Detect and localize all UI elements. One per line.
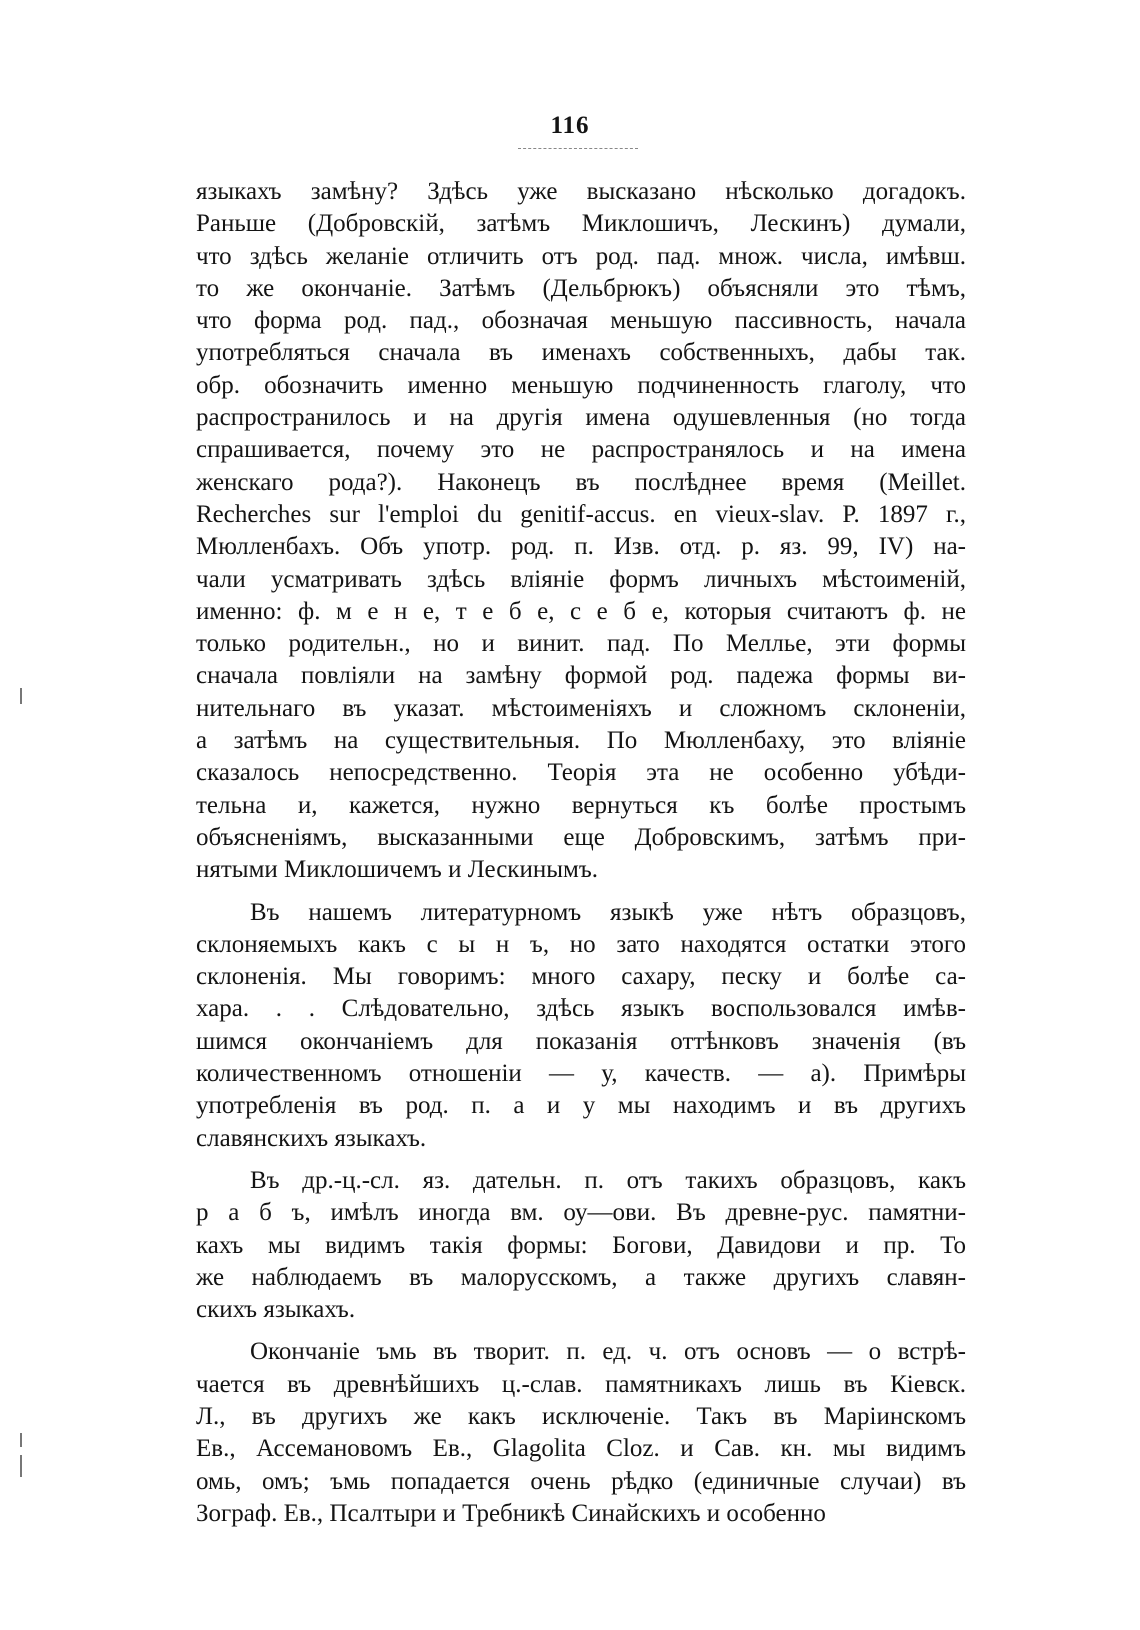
scan-margin-mark [20, 688, 22, 704]
text-line: то же окончаніе. Затѣмъ (Дельбрюкъ) объясняли это тѣмъ, [196, 274, 966, 302]
text-line: нительнаго въ указат. мѣстоименіяхъ и сложномъ склоненіи, [196, 694, 966, 722]
scan-margin-mark [20, 1433, 22, 1447]
text-line: Въ др.-ц.-сл. яз. дательн. п. отъ такихъ образцовъ, какъ [250, 1166, 966, 1194]
text-line: женскаго рода?). Наконецъ въ послѣднее время (Meillet. [196, 468, 966, 496]
text-line: хара. . . Слѣдовательно, здѣсь языкъ воспользовался имѣв- [196, 995, 966, 1023]
text-line: употребляться сначала въ именахъ собственныхъ, дабы так. [196, 339, 966, 367]
text-line: же наблюдаемъ въ малорусскомъ, а также другихъ славян- [196, 1263, 966, 1291]
paragraph [196, 1165, 966, 1326]
paragraph-gap [196, 1155, 966, 1165]
body-text [196, 176, 966, 1530]
text-line: омь, омъ; ъмь попадается очень рѣдко (единичные случаи) въ [196, 1467, 966, 1495]
text-line: Зограф. Ев., Псалтыри и Требникѣ Синайскихъ и особенно [196, 1499, 826, 1527]
paragraph [196, 176, 966, 887]
text-line: Л., въ другихъ же какъ исключеніе. Такъ въ Маріинскомъ [196, 1402, 966, 1430]
text-line: чается въ древнѣйшихъ ц.-слав. памятникахъ лишь въ Кіевск. [196, 1370, 966, 1398]
paragraph-gap [196, 1326, 966, 1336]
text-line: только родительн., но и винит. пад. По Меллье, эти формы [196, 630, 966, 658]
text-line: употребленія въ род. п. а и у мы находимъ и въ другихъ [196, 1092, 966, 1120]
text-line: Ев., Ассемановомъ Ев., Glagolita Cloz. и Сав. кн. мы видимъ [196, 1435, 966, 1463]
text-line: а затѣмъ на существительныя. По Мюлленбаху, это вліяніе [196, 727, 966, 755]
text-line: Въ нашемъ литературномъ языкѣ уже нѣтъ образцовъ, [250, 898, 966, 926]
text-line: распространилось и на другія имена одушевленныя (но тогда [196, 404, 966, 432]
page-number: 116 [550, 112, 590, 139]
text-line: что здѣсь желаніе отличить отъ род. пад. множ. числа, имѣвш. [196, 242, 966, 270]
text-line: славянскихъ языкахъ. [196, 1124, 427, 1152]
text-line: склоняемыхъ какъ с ы н ъ, но зато находятся остатки этого [196, 930, 966, 958]
text-line: сначала повліяли на замѣну формой род. падежа формы ви- [196, 662, 966, 690]
text-line: чали усматривать здѣсь вліяніе формъ личныхъ мѣстоименій, [196, 565, 966, 593]
header-rule [518, 148, 638, 149]
text-line: языкахъ замѣну? Здѣсь уже высказано нѣсколько догадокъ. [196, 178, 966, 205]
text-line: спрашивается, почему это не распространялось и на имена [196, 436, 966, 464]
text-line: тельна и, кажется, нужно вернуться къ болѣе простымъ [196, 791, 966, 819]
text-line: что форма род. пад., обозначая меньшую пассивность, начала [196, 307, 966, 335]
text-line: Окончаніе ъмь въ творит. п. ед. ч. отъ основъ — о встрѣ- [250, 1338, 966, 1366]
scan-margin-mark [20, 1455, 22, 1477]
text-line: Раньше (Добровскій, затѣмъ Миклошичъ, Лескинъ) думали, [196, 210, 966, 238]
text-line: количественномъ отношеніи — у, качеств. — а). Примѣры [196, 1060, 966, 1088]
text-line: Мюлленбахъ. Объ употр. род. п. Изв. отд. р. яз. 99, IV) на- [196, 533, 966, 561]
text-line: объясненіямъ, высказанными еще Добровскимъ, затѣмъ при- [196, 823, 966, 851]
text-line: шимся окончаніемъ для показанія оттѣнковъ значенія (въ [196, 1027, 966, 1055]
text-line: обр. обозначить именно меньшую подчиненность глаголу, что [196, 371, 966, 399]
paragraph [196, 897, 966, 1155]
text-line: скихъ языкахъ. [196, 1296, 356, 1324]
text-line: сказалось непосредственно. Теорія эта не особенно убѣди- [196, 759, 966, 787]
text-line: кахъ мы видимъ такія формы: Богови, Давидови и пр. То [196, 1231, 966, 1259]
text-line: склоненія. Мы говоримъ: много сахару, песку и болѣе са- [196, 963, 966, 991]
text-line: именно: ф. м е н е, т е б е, с е б е, которыя считаютъ ф. не [196, 597, 966, 625]
text-line: Recherches sur l'emploi du genitif-accus. en vieux-slav. P. 1897 г., [196, 500, 966, 528]
paragraph-gap [196, 887, 966, 897]
text-line: р а б ъ, имѣлъ иногда вм. оу—ови. Въ древне-рус. памятни- [196, 1199, 966, 1227]
text-line: нятыми Миклошичемъ и Лескинымъ. [196, 856, 599, 884]
paragraph [196, 1336, 966, 1530]
